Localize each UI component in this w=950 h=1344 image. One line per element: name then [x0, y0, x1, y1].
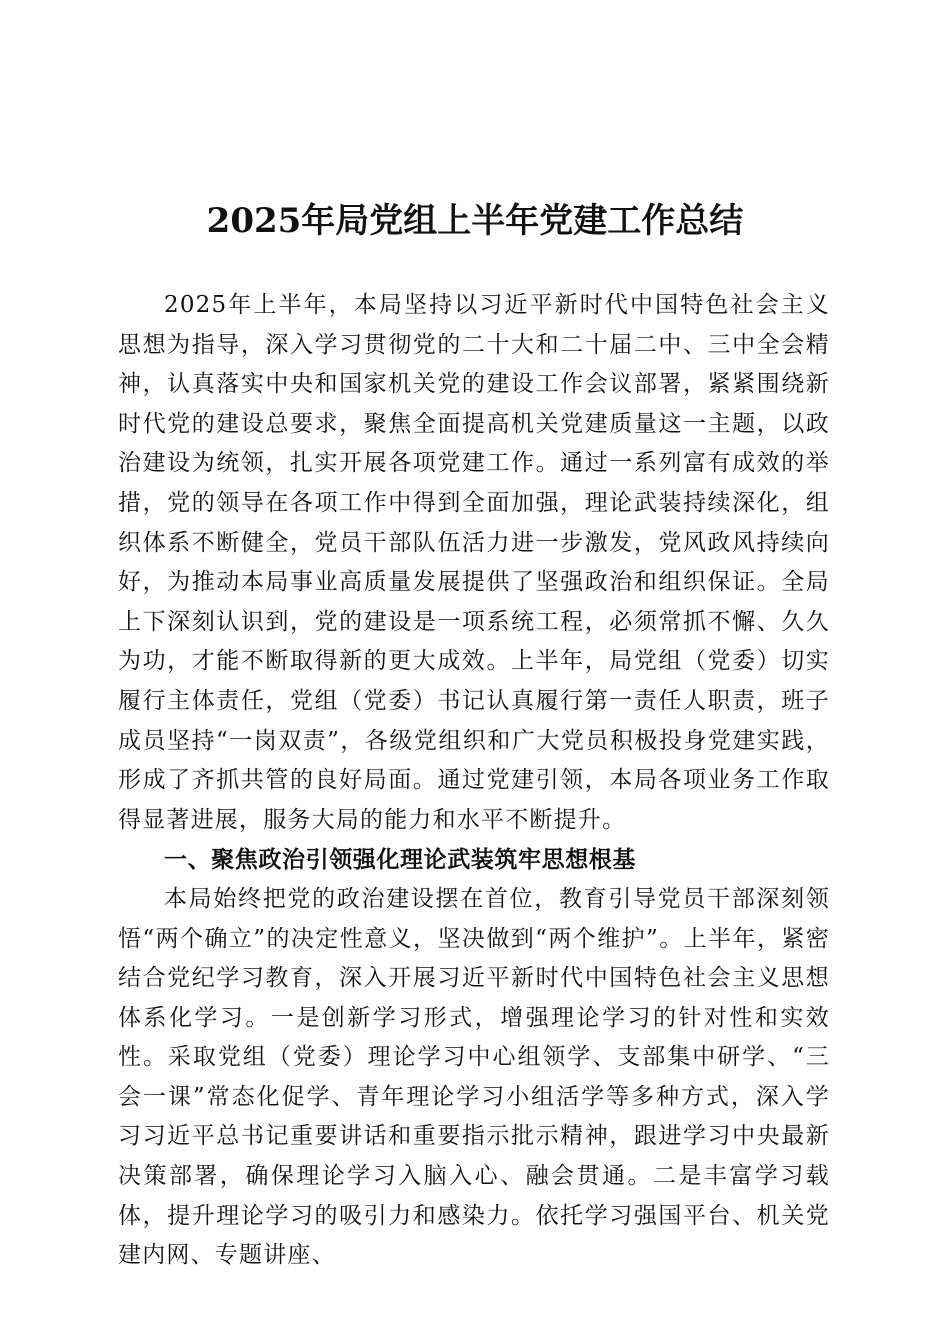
- section-1-paragraph: 本局始终把党的政治建设摆在首位，教育引导党员干部深刻领悟“两个确立”的决定性意义，坚决做到“两个维护”。上半年，紧密结合党纪学习教育，深入开展习近平新时代中国特色社会主义思想体系化学习。一是创新学习形式，增强理论学习的针对性和实效性。采取党组（党委）理论学习中心组领学、支部集中研学、“三会一课”常态化促学、青年理论学习小组活学等多种方式，深入学习习近平总书记重要讲话和重要指示批示精神，跟进学习中央最新决策部署，确保理论学习入脑入心、融会贯通。二是丰富学习载体，提升理论学习的吸引力和感染力。依托学习强国平台、机关党建内网、专题讲座、: [118, 885, 830, 1269]
- section-heading-1: 一、聚焦政治引领强化理论武装筑牢思想根基: [164, 846, 636, 874]
- document-body: [118, 286, 830, 1276]
- intro-paragraph: 2025年上半年，本局坚持以习近平新时代中国特色社会主义思想为指导，深入学习贯彻党的二十大和二十届二中、三中全会精神，认真落实中央和国家机关党的建设工作会议部署，紧紧围绕新时代党的建设总要求，聚焦全面提高机关党建质量这一主题，以政治建设为统领，扎实开展各项党建工作。通过一系列富有成效的举措，党的领导在各项工作中得到全面加强，理论武装持续深化，组织体系不断健全，党员干部队伍活力进一步激发，党风政风持续向好，为推动本局事业高质量发展提供了坚强政治和组织保证。全局上下深刻认识到，党的建设是一项系统工程，必须常抓不懈、久久为功，才能不断取得新的更大成效。上半年，局党组（党委）切实履行主体责任，党组（党委）书记认真履行第一责任人职责，班子成员坚持“一岗双责”，各级党组织和广大党员积极投身党建实践，形成了齐抓共管的良好局面。通过党建引领，本局各项业务工作取得显著进展，服务大局的能力和水平不断提升。: [118, 292, 830, 833]
- document-title: 2025年局党组上半年党建工作总结: [206, 201, 744, 241]
